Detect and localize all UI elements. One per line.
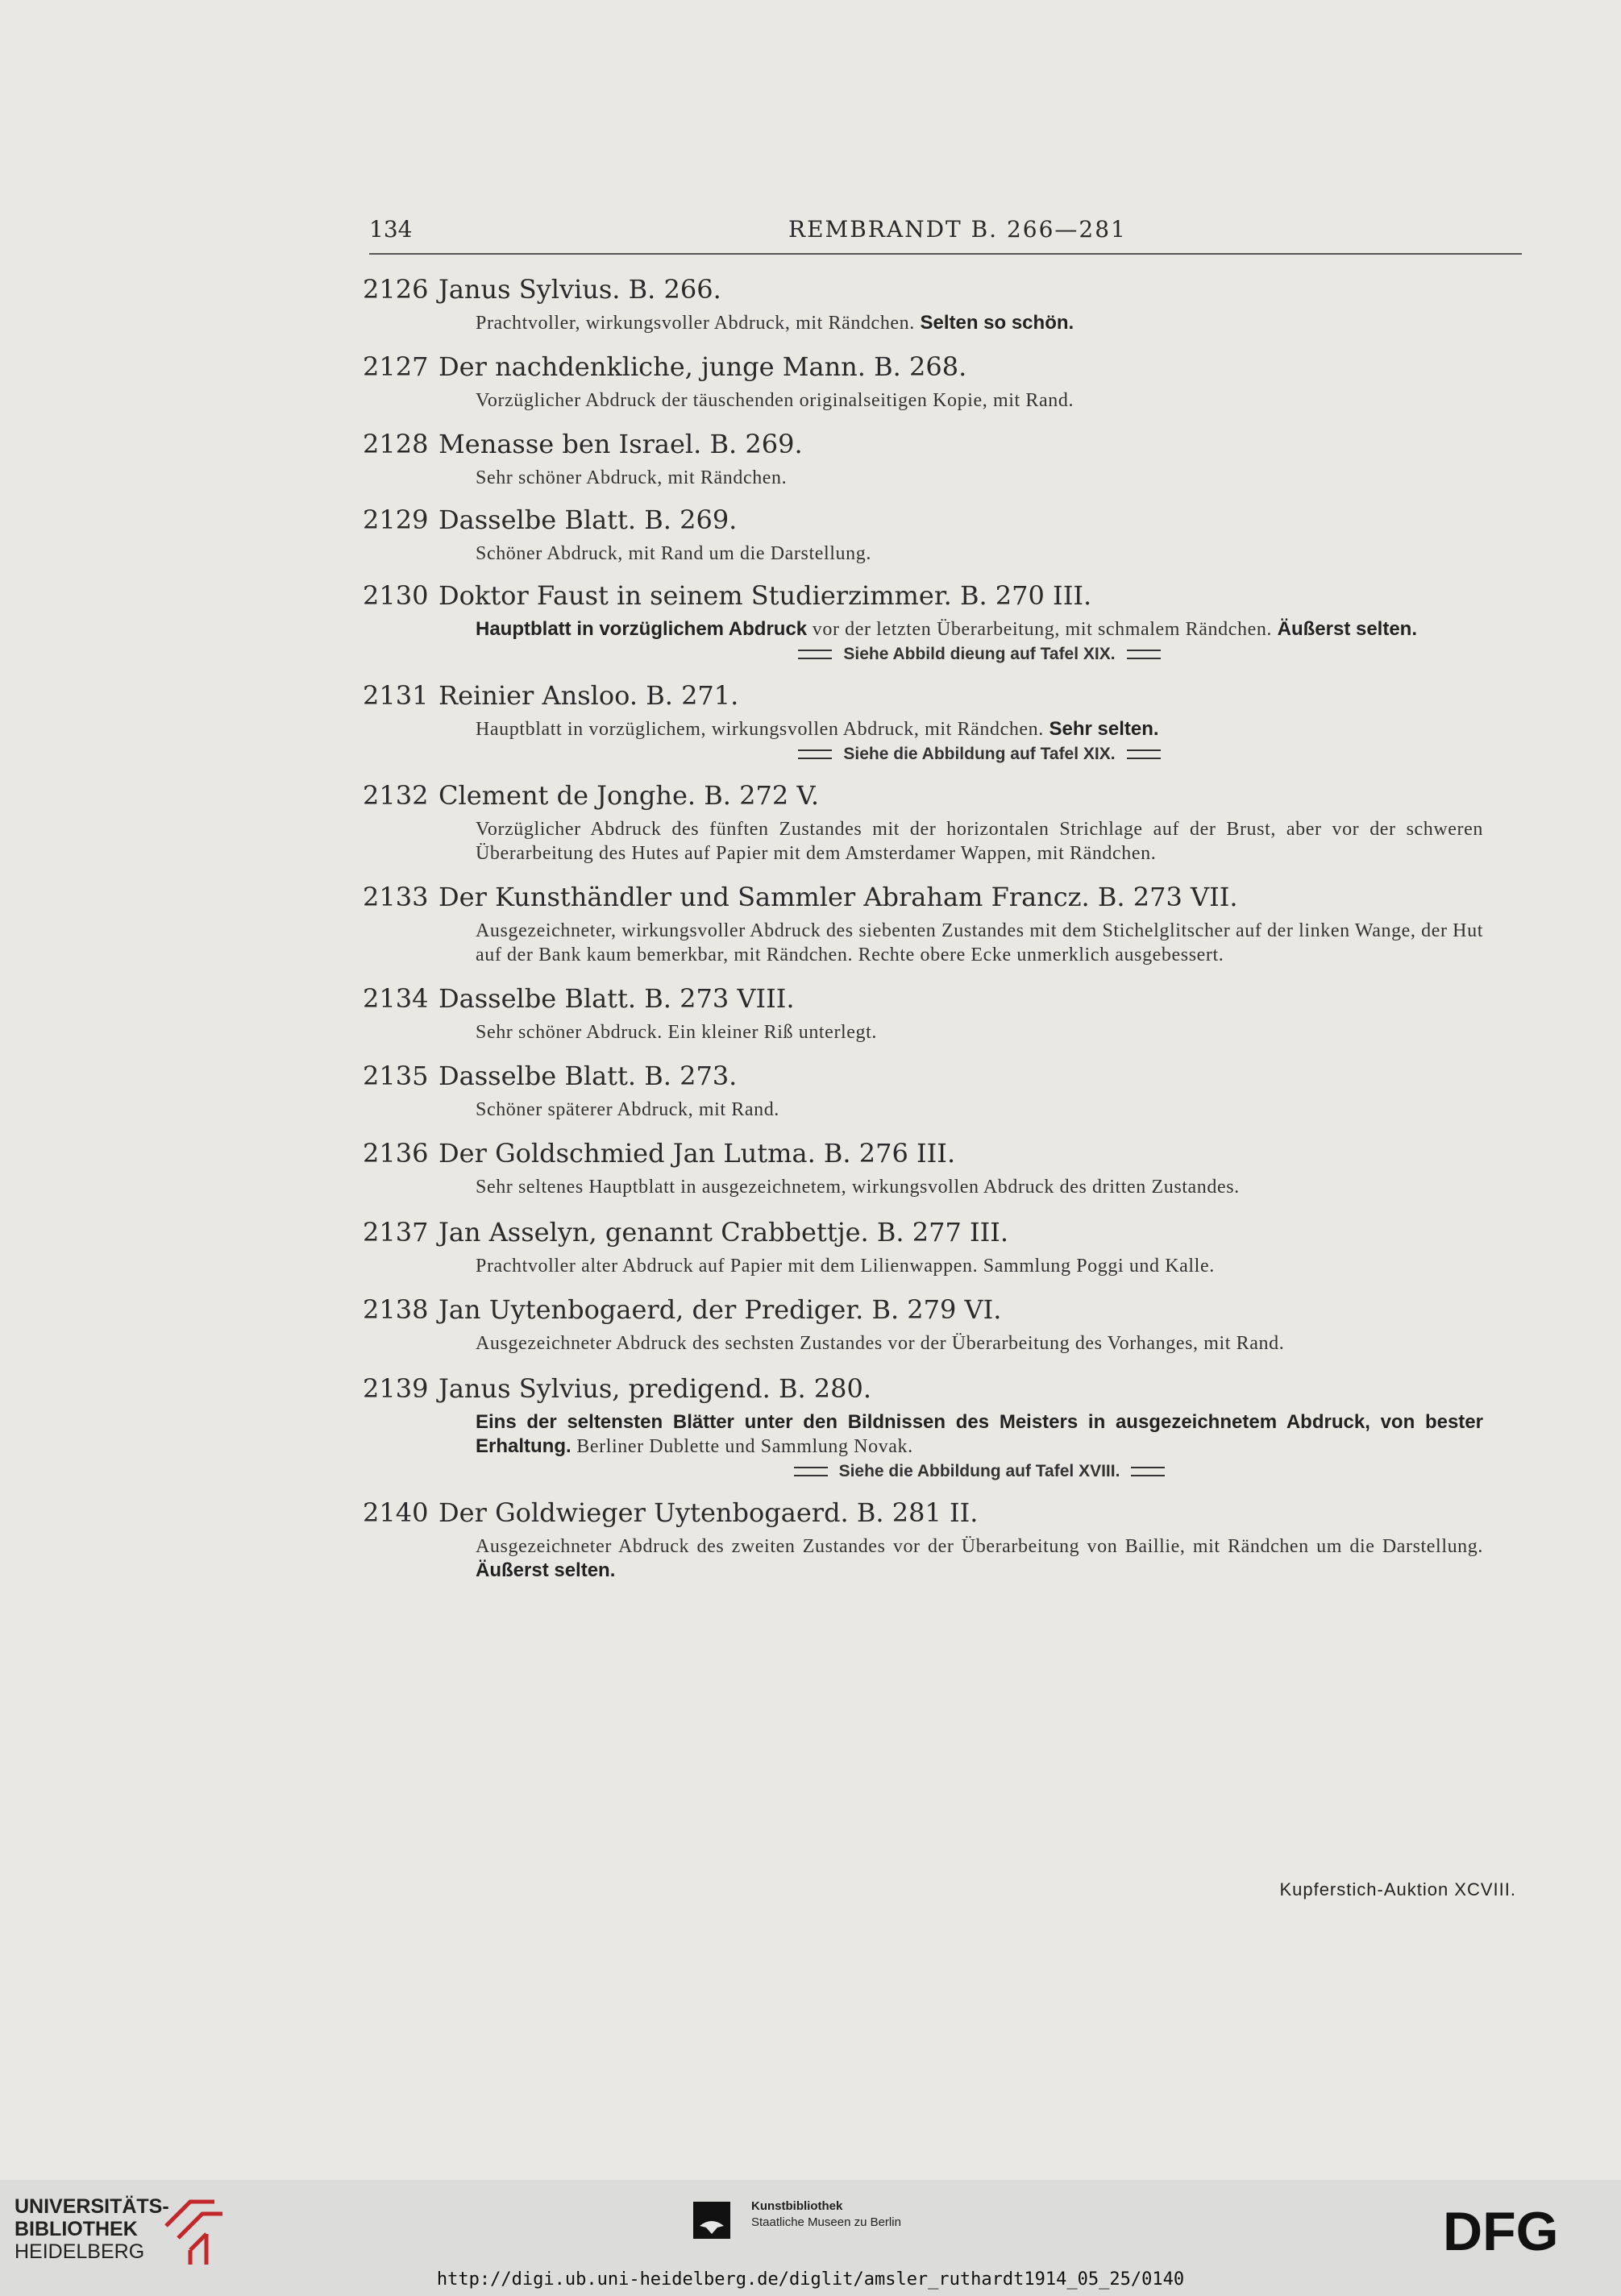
running-head bbox=[369, 216, 1522, 255]
description-text: Prachtvoller, wirkungsvoller Abdruck, mit Rändchen. bbox=[476, 313, 921, 334]
lot-heading bbox=[363, 274, 1523, 308]
lot-title: Dasselbe Blatt. B. 273 VIII. bbox=[439, 983, 795, 1014]
lot-entry bbox=[363, 351, 1523, 413]
lot-number: 2135 bbox=[363, 1061, 429, 1091]
emphasis-text: Äußerst selten. bbox=[1277, 618, 1418, 640]
lot-number: 2133 bbox=[363, 882, 429, 912]
running-title: REMBRANDT B. 266—281 bbox=[788, 216, 1127, 243]
lot-list bbox=[363, 274, 1523, 1583]
double-rule bbox=[798, 749, 832, 759]
lot-description bbox=[476, 466, 1483, 490]
plate-reference-text: Siehe die Abbildung auf Tafel XVIII. bbox=[838, 1462, 1120, 1480]
double-rule bbox=[794, 1467, 828, 1476]
lot-heading bbox=[363, 882, 1523, 915]
lot-entry bbox=[363, 1373, 1523, 1481]
description-text: Berliner Dublette und Sammlung Novak. bbox=[571, 1436, 913, 1457]
kb-line: Staatliche Museen zu Berlin bbox=[751, 2215, 901, 2229]
plate-reference bbox=[476, 645, 1483, 664]
description-text: Ausgezeichneter Abdruck des sechsten Zustandes vor der Überarbeitung des Vorhanges, mit Rand. bbox=[476, 1333, 1285, 1354]
lot-description bbox=[476, 1534, 1483, 1583]
double-rule bbox=[798, 650, 832, 659]
description-text: Sehr seltenes Hauptblatt in ausgezeichnetem, wirkungsvollen Abdruck des dritten Zustandes. bbox=[476, 1177, 1240, 1198]
kb-line: Kunstbibliothek bbox=[751, 2199, 843, 2213]
lot-number: 2126 bbox=[363, 274, 429, 305]
lot-heading bbox=[363, 351, 1523, 385]
lot-title: Dasselbe Blatt. B. 273. bbox=[439, 1061, 738, 1091]
kunstbibliothek-eagle-icon[interactable] bbox=[693, 2202, 730, 2239]
lot-number: 2127 bbox=[363, 351, 429, 382]
lot-description bbox=[476, 717, 1483, 741]
page-number: 134 bbox=[369, 216, 413, 243]
lot-heading bbox=[363, 429, 1523, 463]
auction-footer: Kupferstich-Auktion XCVIII. bbox=[1279, 1879, 1516, 1899]
emphasis-text: Selten so schön. bbox=[920, 312, 1074, 334]
lot-heading bbox=[363, 1061, 1523, 1094]
plate-reference-text: Siehe Abbild dieung auf Tafel XIX. bbox=[843, 645, 1116, 663]
lot-number: 2134 bbox=[363, 983, 429, 1014]
description-text: Sehr schöner Abdruck, mit Rändchen. bbox=[476, 467, 788, 488]
description-text: vor der letzten Überarbeitung, mit schmalem Rändchen. bbox=[807, 619, 1278, 640]
lot-entry bbox=[363, 780, 1523, 866]
lot-entry bbox=[363, 882, 1523, 967]
lot-number: 2131 bbox=[363, 680, 429, 711]
uni-line: UNIVERSITÄTS- bbox=[15, 2195, 169, 2218]
lot-description bbox=[476, 1020, 1483, 1044]
lot-entry bbox=[363, 1294, 1523, 1356]
lot-title: Janus Sylvius. B. 266. bbox=[439, 274, 721, 305]
description-text: Sehr schöner Abdruck. Ein kleiner Riß unterlegt. bbox=[476, 1022, 878, 1043]
lot-heading bbox=[363, 504, 1523, 538]
double-rule bbox=[1131, 1467, 1165, 1476]
lot-entry bbox=[363, 1138, 1523, 1199]
lot-number: 2140 bbox=[363, 1497, 429, 1528]
permalink-url[interactable]: http://digi.ub.uni-heidelberg.de/diglit/amsler_ruthardt1914_05_25/0140 bbox=[436, 2269, 1185, 2290]
uni-heidelberg-logo-icon[interactable] bbox=[158, 2194, 231, 2266]
lot-description bbox=[476, 817, 1483, 866]
lot-title: Dasselbe Blatt. B. 269. bbox=[439, 504, 738, 535]
lot-heading bbox=[363, 580, 1523, 614]
lot-description bbox=[476, 388, 1483, 413]
double-rule bbox=[1127, 650, 1161, 659]
lot-entry bbox=[363, 1497, 1523, 1583]
lot-title: Doktor Faust in seinem Studierzimmer. B. 270 III. bbox=[439, 580, 1092, 611]
dfg-logo[interactable] bbox=[1443, 2205, 1596, 2257]
lot-heading bbox=[363, 1217, 1523, 1251]
lot-number: 2132 bbox=[363, 780, 429, 811]
lot-heading bbox=[363, 1497, 1523, 1531]
description-text: Prachtvoller alter Abdruck auf Papier mit dem Lilienwappen. Sammlung Poggi und Kalle. bbox=[476, 1256, 1215, 1277]
lot-title: Der Kunsthändler und Sammler Abraham Francz. B. 273 VII. bbox=[439, 882, 1238, 912]
description-text: Schöner späterer Abdruck, mit Rand. bbox=[476, 1099, 779, 1120]
emphasis-text: Eins der seltensten Blätter unter den Bildnissen des Meisters in ausgezeichnetem Abdruck, von bester Erhaltung. bbox=[476, 1411, 1483, 1457]
description-text: Vorzüglicher Abdruck der täuschenden originalseitigen Kopie, mit Rand. bbox=[476, 390, 1074, 411]
lot-description bbox=[476, 1331, 1483, 1356]
lot-description bbox=[476, 919, 1483, 967]
lot-description bbox=[476, 1254, 1483, 1278]
description-text: Ausgezeichneter, wirkungsvoller Abdruck des siebenten Zustandes mit dem Stichelglitscher auf der linken Wange, der Hut auf der Bank kaum bemerkbar, mit Rändchen. Rechte obere Ecke unmerklich ausgebessert. bbox=[476, 920, 1483, 965]
description-text: Schöner Abdruck, mit Rand um die Darstellung. bbox=[476, 543, 871, 564]
lot-heading bbox=[363, 1138, 1523, 1172]
description-text: Vorzüglicher Abdruck des fünften Zustandes mit der horizontalen Strichlage auf der Brust, aber vor der schweren Überarbeitung des Hutes auf Papier mit dem Amsterdamer Wappen, mit Rändchen. bbox=[476, 819, 1483, 864]
lot-description bbox=[476, 311, 1483, 335]
lot-number: 2136 bbox=[363, 1138, 429, 1169]
uni-heidelberg-wordmark[interactable] bbox=[15, 2195, 169, 2263]
emphasis-text: Äußerst selten. bbox=[476, 1559, 616, 1581]
description-text: Hauptblatt in vorzüglichem, wirkungsvollen Abdruck, mit Rändchen. bbox=[476, 719, 1049, 740]
lot-heading bbox=[363, 1294, 1523, 1328]
plate-reference-text: Siehe die Abbildung auf Tafel XIX. bbox=[843, 745, 1116, 763]
lot-entry bbox=[363, 680, 1523, 764]
plate-reference bbox=[476, 1462, 1483, 1481]
lot-title: Janus Sylvius, predigend. B. 280. bbox=[439, 1373, 872, 1404]
lot-entry bbox=[363, 504, 1523, 566]
lot-title: Jan Uytenbogaerd, der Prediger. B. 279 VI. bbox=[439, 1294, 1002, 1325]
lot-description bbox=[476, 1098, 1483, 1122]
lot-title: Reinier Ansloo. B. 271. bbox=[439, 680, 739, 711]
lot-description bbox=[476, 542, 1483, 566]
emphasis-text: Hauptblatt in vorzüglichem Abdruck bbox=[476, 618, 808, 640]
lot-number: 2137 bbox=[363, 1217, 429, 1248]
lot-entry bbox=[363, 983, 1523, 1044]
description-text: Ausgezeichneter Abdruck des zweiten Zustandes vor der Überarbeitung von Baillie, mit Rändchen um die Darstellung. bbox=[476, 1536, 1483, 1557]
dfg-logo-text: DFG bbox=[1443, 2205, 1559, 2257]
emphasis-text: Sehr selten. bbox=[1049, 718, 1159, 740]
lot-number: 2130 bbox=[363, 580, 429, 611]
lot-title: Clement de Jonghe. B. 272 V. bbox=[439, 780, 820, 811]
lot-heading bbox=[363, 983, 1523, 1017]
double-rule bbox=[1127, 749, 1161, 759]
lot-description bbox=[476, 1175, 1483, 1199]
lot-heading bbox=[363, 680, 1523, 714]
lot-number: 2129 bbox=[363, 504, 429, 535]
lot-title: Jan Asselyn, genannt Crabbettje. B. 277 III. bbox=[439, 1217, 1009, 1248]
lot-description bbox=[476, 617, 1483, 641]
plate-reference bbox=[476, 745, 1483, 764]
lot-title: Der Goldwieger Uytenbogaerd. B. 281 II. bbox=[439, 1497, 979, 1528]
lot-entry bbox=[363, 429, 1523, 490]
lot-number: 2138 bbox=[363, 1294, 429, 1325]
lot-title: Der Goldschmied Jan Lutma. B. 276 III. bbox=[439, 1138, 956, 1169]
uni-line: HEIDELBERG bbox=[15, 2240, 145, 2263]
lot-number: 2128 bbox=[363, 429, 429, 459]
lot-entry bbox=[363, 580, 1523, 664]
lot-description bbox=[476, 1410, 1483, 1459]
lot-entry bbox=[363, 274, 1523, 335]
lot-number: 2139 bbox=[363, 1373, 429, 1404]
lot-title: Der nachdenkliche, junge Mann. B. 268. bbox=[439, 351, 967, 382]
lot-heading bbox=[363, 1373, 1523, 1407]
kunstbibliothek-wordmark[interactable] bbox=[751, 2198, 901, 2231]
lot-heading bbox=[363, 780, 1523, 814]
uni-line: BIBLIOTHEK bbox=[15, 2218, 138, 2240]
lot-title: Menasse ben Israel. B. 269. bbox=[439, 429, 803, 459]
lot-entry bbox=[363, 1061, 1523, 1122]
lot-entry bbox=[363, 1217, 1523, 1278]
